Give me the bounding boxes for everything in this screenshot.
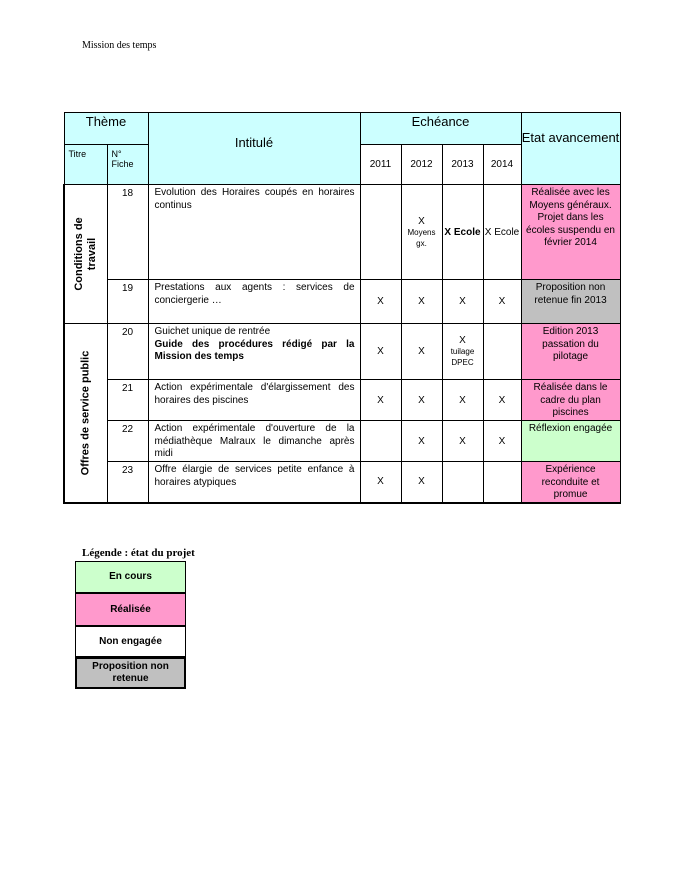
etat-cell: Réalisée dans le cadre du plan piscines <box>521 380 620 421</box>
etat-cell: Réalisée avec les Moyens généraux. Projet dans les écoles suspendu en février 2014 <box>521 185 620 280</box>
cell-2011: X <box>360 380 401 421</box>
cell-2014: X <box>483 280 521 324</box>
group-offres-de-service-public <box>64 324 107 503</box>
legend-item-proposition-non-retenue: Proposition non retenue <box>75 657 186 689</box>
cell-2014: X <box>483 421 521 462</box>
etat-header: Etat avancement <box>521 113 620 185</box>
table-row <box>64 421 620 462</box>
fiche-number: 18 <box>107 185 148 280</box>
cell-2014 <box>483 324 521 380</box>
fiche-header: N° Fiche <box>107 145 148 185</box>
legend-title: Légende : état du projet <box>82 547 195 559</box>
fiche-number: 22 <box>107 421 148 462</box>
cell-2012: X <box>401 324 442 380</box>
intitule-bold-line: Guide des procédures rédigé par la Mission des temps <box>154 338 355 362</box>
intitule-text: Evolution des Horaires coupés en horaires continus <box>148 185 360 280</box>
legend-item-en-cours: En cours <box>75 561 186 593</box>
group-title: Conditions de travail <box>72 217 98 291</box>
projects-table <box>63 112 621 504</box>
cell-2011: X <box>360 280 401 324</box>
cell-mark: X <box>418 215 425 227</box>
cell-2012: X <box>401 421 442 462</box>
cell-2012 <box>401 185 442 280</box>
table-row <box>64 380 620 421</box>
cell-mark: X Ecole <box>484 226 520 238</box>
intitule-text: Action expérimentale d'ouverture de la médiathèque Malraux le dimanche après midi <box>148 421 360 462</box>
year-2014-header: 2014 <box>483 145 521 185</box>
intitule-text: Action expérimentale d'élargissement des horaires des piscines <box>148 380 360 421</box>
cell-2011: X <box>360 462 401 503</box>
legend-item-non-engagee: Non engagée <box>75 626 186 657</box>
theme-header: Thème <box>64 113 148 145</box>
cell-2011 <box>360 185 401 280</box>
intitule-line: Guichet unique de rentrée <box>154 326 271 337</box>
cell-2013: X <box>442 380 483 421</box>
cell-2014: X <box>483 380 521 421</box>
table-row <box>64 280 620 324</box>
fiche-number: 20 <box>107 324 148 380</box>
page-header: Mission des temps <box>82 40 157 51</box>
intitule-text: Offre élargie de services petite enfance à horaires atypiques <box>148 462 360 503</box>
cell-2013 <box>442 185 483 280</box>
titre-header: Titre <box>64 145 107 185</box>
table-row <box>64 462 620 503</box>
fiche-number: 21 <box>107 380 148 421</box>
cell-note: tuilage DPEC <box>450 347 475 367</box>
cell-2012: X <box>401 380 442 421</box>
fiche-number: 19 <box>107 280 148 324</box>
cell-mark: X <box>459 335 466 346</box>
year-2011-header: 2011 <box>360 145 401 185</box>
cell-2013 <box>442 462 483 503</box>
year-2012-header: 2012 <box>401 145 442 185</box>
cell-2014 <box>483 462 521 503</box>
cell-note: Moyens gx. <box>407 227 436 248</box>
cell-mark: X Ecole <box>444 226 481 238</box>
cell-2013: X <box>442 280 483 324</box>
cell-2011 <box>360 421 401 462</box>
intitule-header: Intitulé <box>148 113 360 185</box>
group-title: Offres de service public <box>79 350 92 476</box>
etat-cell: Proposition non retenue fin 2013 <box>521 280 620 324</box>
fiche-number: 23 <box>107 462 148 503</box>
intitule-text: Prestations aux agents : services de conciergerie … <box>148 280 360 324</box>
intitule-text <box>148 324 360 380</box>
table-row <box>64 324 620 380</box>
cell-2011: X <box>360 324 401 380</box>
cell-2012: X <box>401 462 442 503</box>
cell-2013: X <box>442 421 483 462</box>
group-conditions-de-travail <box>64 185 107 324</box>
cell-2013 <box>442 324 483 380</box>
echeance-header: Echéance <box>360 113 521 145</box>
legend-item-realisee: Réalisée <box>75 593 186 626</box>
cell-2012: X <box>401 280 442 324</box>
year-2013-header: 2013 <box>442 145 483 185</box>
etat-cell: Edition 2013 passation du pilotage <box>521 324 620 380</box>
cell-2014 <box>483 185 521 280</box>
etat-cell: Expérience reconduite et promue <box>521 462 620 503</box>
table-row <box>64 185 620 280</box>
etat-cell: Réflexion engagée <box>521 421 620 462</box>
